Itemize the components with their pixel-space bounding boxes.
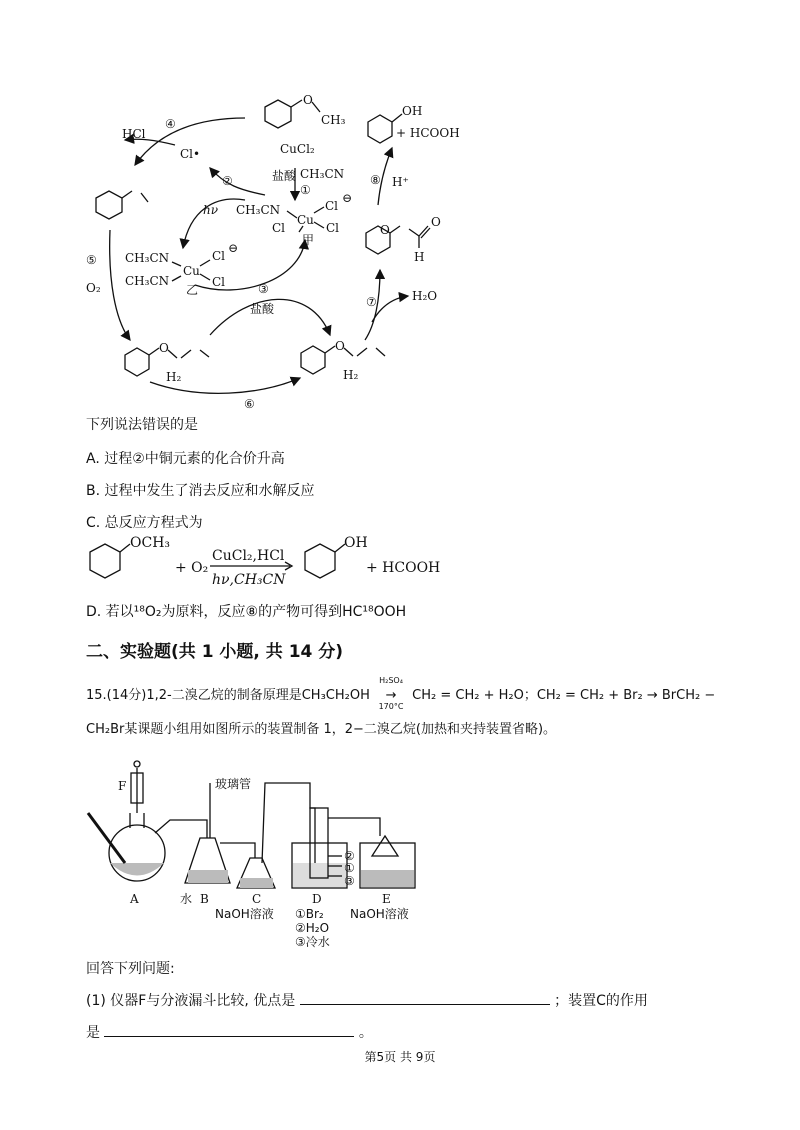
apparatus-diagram: [80, 748, 440, 948]
label-f: F: [118, 779, 127, 793]
hv-label: hν: [203, 203, 219, 217]
option-b: B. 过程中发生了消去反应和水解反应: [86, 483, 315, 499]
step2-label: ②: [222, 174, 233, 188]
label-d: D: [312, 892, 322, 906]
benzene-ring-eq-reactant: [90, 544, 120, 578]
step4-label: ④: [165, 117, 176, 131]
peroxy-o1: O: [159, 341, 169, 355]
formate-h: H: [414, 250, 425, 264]
step1-label: ①: [300, 183, 311, 197]
hcl-acid-label: 盐酸: [272, 169, 297, 183]
label-n1: ①: [344, 861, 355, 875]
methoxy-o: O: [303, 93, 313, 107]
benzene-ring-hydroperoxide: [301, 346, 325, 374]
benzene-ring-phenol: [368, 115, 392, 143]
answer-q1-line2: [86, 1022, 373, 1042]
label-d3: ③冷水: [295, 935, 330, 948]
option-c: C. 总反应方程式为: [86, 515, 203, 531]
h2o-label: H₂O: [412, 289, 438, 303]
arrow-step2-cl: [210, 168, 265, 195]
jia-minus: ⊖: [342, 191, 353, 205]
benzene-ring-peroxy: [125, 348, 149, 376]
eq-conditions-top: CuCl₂,HCl: [212, 548, 285, 564]
phenol-plus-hcooh: + HCOOH: [396, 126, 460, 140]
thermometer: [88, 813, 125, 863]
answer-q1-line: [86, 990, 648, 1010]
step5-label: ⑤: [86, 253, 97, 267]
jia-cl3: Cl: [326, 221, 340, 235]
q15-line2: CH₂Br某课题小组用如图所示的装置制备 1，2−二溴乙烷(加热和夹持装置省略)。: [86, 722, 557, 737]
label-b: B: [200, 892, 209, 906]
label-n3: ③: [344, 874, 355, 888]
q15-arrow-bottom: 170°C: [378, 702, 404, 711]
hcl-label: HCl: [122, 127, 146, 141]
label-c: C: [252, 892, 262, 906]
yi-ch3cn-1: CH₃CN: [125, 251, 170, 265]
step8-label: ⑧: [370, 173, 381, 187]
formate-carbonyl-o: O: [431, 215, 441, 229]
label-glass-tube: 玻璃管: [215, 777, 252, 791]
label-e: E: [382, 892, 391, 906]
hydro-h2: H₂: [343, 368, 359, 382]
eq-plus-o2: + O₂: [175, 560, 209, 576]
eq-och3: OCH₃: [130, 535, 171, 551]
answer-blank-2[interactable]: [104, 1036, 354, 1037]
yi-cl2: Cl: [212, 275, 226, 289]
overall-equation: [80, 530, 460, 595]
label-n2: ②: [344, 849, 355, 863]
cl-radical-label: Cl•: [180, 147, 201, 161]
label-naoh-c: NaOH溶液: [215, 907, 274, 921]
q15-line1-a: 15.(14分)1,2-二溴乙烷的制备原理是CH₃CH₂OH: [86, 688, 370, 703]
question-stem: 下列说法错误的是: [86, 417, 198, 433]
o2-label: O₂: [86, 281, 101, 295]
step7-label: ⑦: [366, 295, 377, 309]
cucl2-label: CuCl₂: [280, 142, 315, 156]
option-d: D. 若以¹⁸O₂为原料，反应⑧的产物可得到HC¹⁸OOH: [86, 604, 407, 620]
jia-label: 甲: [302, 233, 315, 247]
yi-cl1: Cl: [212, 249, 226, 263]
answer-prompt: 回答下列问题:: [86, 961, 175, 977]
yi-ch3cn-2: CH₃CN: [125, 274, 170, 288]
label-naoh-e: NaOH溶液: [350, 907, 409, 921]
label-d1: ①Br₂: [295, 907, 324, 921]
answer-q1-text-c: 是: [86, 1025, 100, 1041]
yi-minus: ⊖: [228, 241, 239, 255]
phenol-oh: OH: [402, 104, 423, 118]
answer-q1-end: 。: [358, 1025, 373, 1041]
q15-arrow: H₂SO₄ → 170°C: [374, 688, 408, 703]
hydro-o1: O: [335, 339, 345, 353]
hcl-acid-label-2: 盐酸: [250, 302, 275, 316]
peroxy-h2: H₂: [166, 370, 182, 384]
yi-cu: Cu: [183, 264, 200, 278]
option-a: A. 过程②中铜元素的化合价升高: [86, 451, 285, 467]
arrow-h2o: [372, 296, 408, 322]
eq-conditions-bottom: hν,CH₃CN: [212, 572, 286, 588]
eq-oh: OH: [344, 535, 368, 551]
funnel-e: [372, 836, 398, 856]
q15-line1: [86, 676, 716, 711]
h-plus-label: H⁺: [392, 175, 409, 189]
label-d2: ②H₂O: [295, 921, 330, 935]
formate-o: O: [380, 223, 390, 237]
jia-cl2: Cl: [272, 221, 286, 235]
benzene-ring-radical: [96, 191, 122, 219]
answer-blank-1[interactable]: [300, 1004, 550, 1005]
q15-line1-b: CH₂ = CH₂ + H₂O；CH₂ = CH₂ + Br₂ → BrCH₂ −: [412, 688, 716, 703]
methyl-label: CH₃: [321, 113, 346, 127]
jia-ch3cn: CH₃CN: [236, 203, 281, 217]
ch3cn-label: CH₃CN: [300, 167, 345, 181]
jia-cl1: Cl: [325, 199, 339, 213]
section-title: 二、实验题(共 1 小题, 共 14 分): [86, 642, 344, 662]
eq-hcooh: + HCOOH: [366, 560, 441, 576]
reaction-mechanism-diagram: [0, 0, 800, 420]
label-a: A: [130, 892, 139, 906]
step3-label: ③: [258, 282, 269, 296]
label-water: 水: [180, 892, 193, 906]
answer-q1-text-b: ；装置C的作用: [554, 993, 648, 1009]
benzene-ring-eq-product: [305, 544, 335, 578]
yi-label: 乙: [186, 283, 199, 297]
q15-arrow-top: H₂SO₄: [379, 676, 403, 685]
jia-cu: Cu: [297, 213, 314, 227]
answer-q1-text: (1) 仪器F与分液漏斗比较, 优点是: [86, 993, 296, 1009]
step6-label: ⑥: [244, 397, 255, 411]
page-footer: 第5页 共 9页: [364, 1050, 436, 1064]
benzene-ring-anisole: [265, 100, 291, 128]
